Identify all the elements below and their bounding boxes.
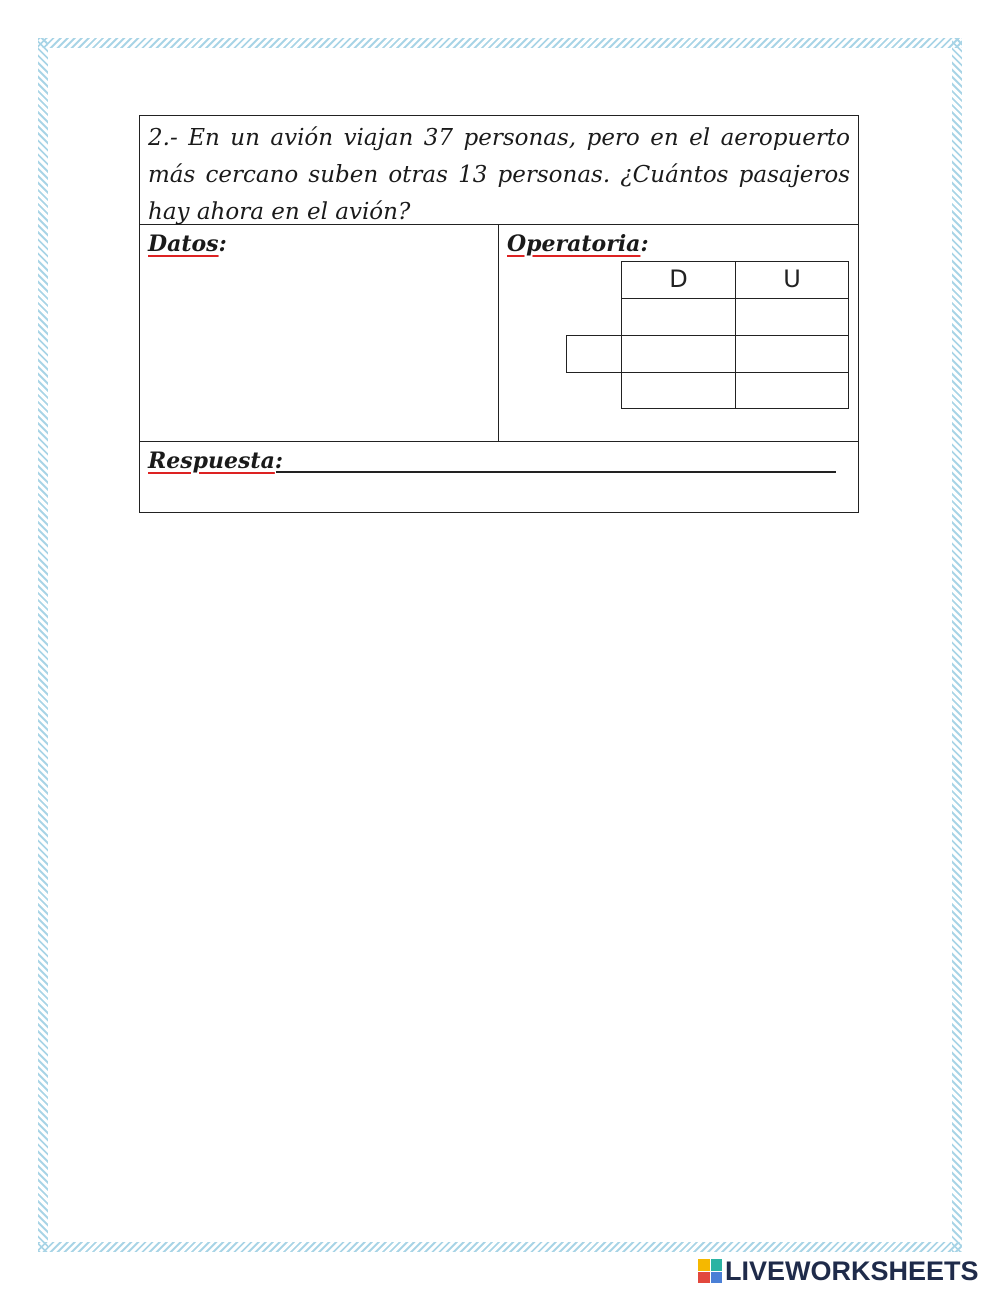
logo-block-1 xyxy=(698,1259,710,1271)
logo-mark-icon xyxy=(698,1259,722,1283)
cell-row1-decenas[interactable] xyxy=(621,298,736,336)
cell-result-decenas[interactable] xyxy=(621,372,736,409)
operatoria-label-colon: : xyxy=(640,231,649,257)
answer-line[interactable] xyxy=(276,471,836,473)
logo-block-3 xyxy=(698,1272,710,1284)
logo-text: LIVEWORKSHEETS xyxy=(725,1255,979,1286)
logo-block-2 xyxy=(711,1259,723,1271)
datos-label xyxy=(148,231,227,257)
border-top xyxy=(38,38,962,48)
liveworksheets-logo xyxy=(698,1256,979,1286)
operatoria-label-text: Operatoria xyxy=(507,231,641,257)
respuesta-label-text: Respuesta xyxy=(148,448,275,474)
cell-operator-sign[interactable] xyxy=(566,335,622,373)
operatoria-label xyxy=(507,231,649,257)
logo-block-4 xyxy=(711,1272,723,1284)
datos-section xyxy=(140,225,499,441)
respuesta-label-colon: : xyxy=(274,448,283,474)
cell-result-unidades[interactable] xyxy=(735,372,849,409)
border-left xyxy=(38,38,48,1252)
respuesta-label xyxy=(148,448,283,474)
header-decenas: D xyxy=(621,261,736,299)
header-unidades: U xyxy=(735,261,849,299)
datos-label-text: Datos xyxy=(148,231,219,257)
problem-statement: 2.- En un avión viajan 37 personas, pero en el aeropuerto más cercano suben otras 13 personas. ¿Cuántos pasajeros hay ahora en el avión? xyxy=(140,116,858,225)
cell-row2-unidades[interactable] xyxy=(735,335,849,373)
border-right xyxy=(952,38,962,1252)
cell-row1-unidades[interactable] xyxy=(735,298,849,336)
respuesta-section xyxy=(140,441,858,512)
operatoria-section xyxy=(499,225,858,441)
cell-row2-decenas[interactable] xyxy=(621,335,736,373)
datos-label-colon: : xyxy=(218,231,227,257)
border-bottom xyxy=(38,1242,962,1252)
problem-worksheet xyxy=(139,115,859,513)
